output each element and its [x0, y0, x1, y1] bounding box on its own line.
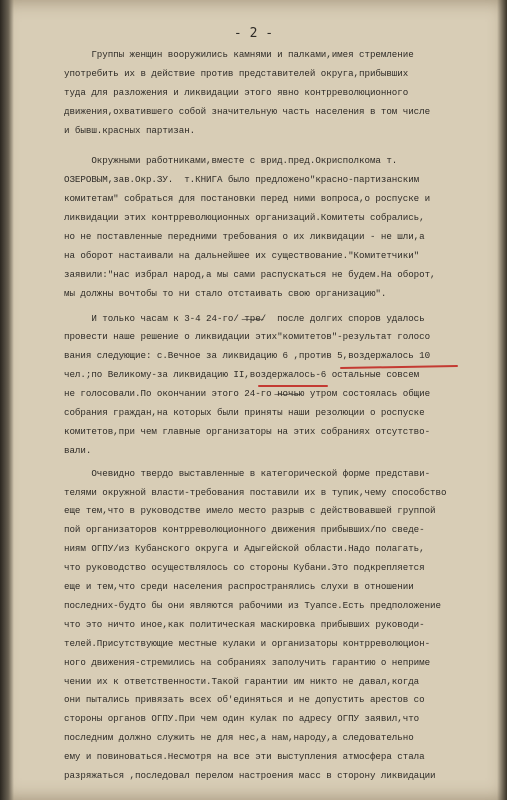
text-line: ликвидации этих контрреволюционных организаций.Комитеты собрались,	[64, 212, 425, 224]
text-line: телей.Присутствующие местные кулаки и организаторы контрреволюцион-	[64, 637, 431, 649]
text-line: телями окружной власти-требования поставили их в тупик,чему способство	[64, 486, 447, 498]
paragraph-1	[64, 46, 464, 140]
text-line: Окружными работниками,вместе с врид.пред.Окрисполкома т.	[64, 155, 398, 167]
text-line: не голосовали.По окончании этого 24-го ̶н̶о̶ч̶ь̶ю утром состоялась общие	[64, 388, 431, 400]
text-line: заявили:"нас избрал народ,а мы сами распускаться не будем.На оборот,	[64, 268, 436, 280]
text-line: еще и тем,что среди населения распространялись слухи в отношении	[64, 581, 414, 593]
red-underline-2	[258, 385, 328, 387]
text-line: что руководство осуществлялось со стороны Кубани.Это подкрепляется	[64, 562, 425, 574]
text-line: вали.	[64, 444, 92, 456]
text-line: чении их к ответственности.Такой гарантии им никто не давал,когда	[64, 675, 420, 687]
text-line: И только часам к 3-4 24-го/ ̶т̶р̶е̶/ после долгих споров удалось	[64, 312, 425, 324]
paragraph-4	[64, 465, 464, 786]
text-line: провести наше решение о ликвидации этих"комитетов"-результат голосо	[64, 331, 431, 343]
text-line: но не поставленные передними требования о их ликвидации - не шли,а	[64, 231, 425, 243]
text-line: собрания граждан,на которых были приняты наши резолюции о роспуске	[64, 407, 425, 419]
text-line: Группы женщин вооружились камнями и палками,имея стремление	[64, 49, 414, 60]
text-line: и бывш.красных партизан.	[64, 124, 196, 136]
text-line: туда для разложения и ликвидации этого явно контрреволюционного	[64, 86, 409, 98]
text-line: пой организаторов контрреволюционного движения прибывших/по сведе-	[64, 524, 425, 536]
text-line: движения,охватившего собой значительную часть населения в том числе	[64, 105, 431, 117]
text-line: употребить их в действие против представителей округа,прибывших	[64, 67, 409, 79]
text-line: еще тем,что в руководстве имело место разрыв с действовавшей группой	[64, 505, 436, 517]
text-line: разряжаться ,последовал перелом настроения масс в сторону ликвидации	[64, 769, 436, 781]
text-line: на оборот настаивали на дальнейшее их существование."Комитетчики"	[64, 249, 420, 261]
text-line: комитетам" собраться для постановки перед ними вопроса,о роспуске и	[64, 193, 431, 205]
text-line: последних-будто бы они являются рабочими из Туапсе.Есть предположение	[64, 599, 441, 611]
text-line: последним должно служить не для нес,а нам,народу,а следовательно	[64, 732, 414, 744]
paragraph-2	[64, 152, 464, 303]
paragraph-gap	[64, 140, 464, 152]
text-line: мы должны вочтобы то ни стало отстаивать свою организацию".	[64, 287, 387, 299]
text-line: вания следующие: с.Вечное за ликвидацию 6 ,против 5,воздержалось 10	[64, 350, 431, 362]
text-line: ниям ОГПУ/из Кубанского округа и Адыгейской области.Надо полагать,	[64, 543, 425, 555]
text-line: ного движения-стремились на собраниях заполучить гарантию о неприме	[64, 656, 431, 668]
text-line: они пытались привязать всех об'единяться и не допустить арестов со	[64, 694, 425, 706]
text-line: Очевидно твердо выставленные в категорической форме представи-	[64, 467, 431, 479]
text-line: стороны органов ОГПУ.При чем один кулак по адресу ОГПУ заявил,что	[64, 713, 420, 725]
text-line: чел.;по Великому-за ликвидацию II,воздержалось-6 остальные совсем	[64, 369, 420, 381]
text-line: ему и повиноваться.Несмотря на все эти выступления атмосфера стала	[64, 751, 425, 763]
page-number: - 2 -	[233, 26, 274, 41]
document-body	[64, 46, 464, 786]
text-line: что это ничто иное,как политическая маскировка прибывших руководи-	[64, 618, 425, 630]
text-line: ОЗЕРОВЫМ,зав.Окр.ЗУ. т.КНИГА было предложено"красно-партизанским	[64, 174, 420, 186]
text-line: комитетов,при чем главные организаторы на этих собраниях отсутство-	[64, 425, 431, 437]
